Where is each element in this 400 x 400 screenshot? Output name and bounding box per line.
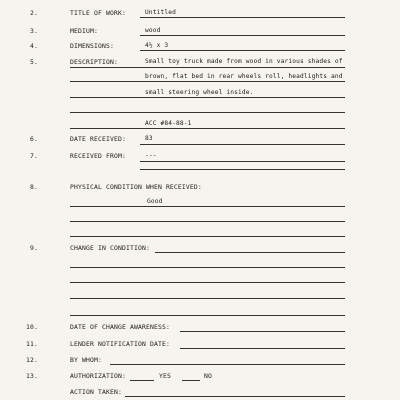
field-number: 11.	[26, 340, 38, 348]
title-label: TITLE OF WORK:	[70, 9, 126, 17]
no-blank	[182, 380, 200, 381]
description-line-3: small steering wheel inside.	[145, 89, 254, 96]
physical-condition-label: PHYSICAL CONDITION WHEN RECEIVED:	[70, 183, 202, 191]
title-value: Untitled	[145, 9, 177, 16]
field-number: 12.	[26, 356, 38, 364]
by-whom-line	[110, 364, 345, 365]
action-taken-label: ACTION TAKEN:	[70, 388, 122, 396]
condition-rule	[70, 206, 345, 207]
field-number: 10.	[26, 323, 38, 331]
yes-label: YES	[159, 372, 171, 380]
lender-notification-label: LENDER NOTIFICATION DATE:	[70, 340, 170, 348]
description-rule	[70, 112, 345, 113]
received-from-label: RECEIVED FROM:	[70, 152, 126, 160]
physical-condition-value: Good	[147, 198, 163, 205]
field-number: 8.	[30, 183, 38, 191]
no-label: NO	[204, 372, 212, 380]
date-received-line	[140, 144, 345, 145]
condition-rule	[70, 221, 345, 222]
title-line	[140, 17, 345, 18]
condition-rule	[70, 236, 345, 237]
medium-line	[140, 35, 345, 36]
dimensions-line	[140, 50, 345, 51]
field-number: 3.	[30, 27, 38, 35]
received-from-line	[140, 169, 345, 170]
field-number: 2.	[30, 9, 38, 17]
change-rule	[70, 282, 345, 283]
authorization-label: AUTHORIZATION:	[70, 372, 126, 380]
date-received-value: 83	[145, 135, 153, 142]
date-of-change-line	[180, 331, 345, 332]
field-number: 9.	[30, 244, 38, 252]
field-number: 5.	[30, 58, 38, 66]
description-label: DESCRIPTION:	[70, 58, 118, 66]
date-received-label: DATE RECEIVED:	[70, 135, 126, 143]
description-rule	[70, 97, 345, 98]
change-in-condition-label: CHANGE IN CONDITION:	[70, 244, 150, 252]
change-rule	[70, 267, 345, 268]
action-taken-line	[125, 396, 345, 397]
field-number: 4.	[30, 42, 38, 50]
by-whom-label: BY WHOM:	[70, 356, 102, 364]
accession-number: ACC #84-88-1	[145, 120, 192, 127]
description-line-2: brown, flat bed in rear wheels roll, headlights and	[145, 73, 343, 80]
description-rule	[70, 128, 345, 129]
change-rule	[155, 252, 345, 253]
received-from-line	[140, 161, 345, 162]
medium-label: MEDIUM:	[70, 27, 98, 35]
field-number: 6.	[30, 135, 38, 143]
field-number: 7.	[30, 152, 38, 160]
medium-value: wood	[145, 27, 161, 34]
change-rule	[70, 315, 345, 316]
change-rule	[70, 298, 345, 299]
dimensions-value: 4½ x 3	[145, 42, 169, 49]
description-line-1: Small toy truck made from wood in various shades of	[145, 58, 343, 65]
dimensions-label: DIMENSIONS:	[70, 42, 114, 50]
lender-notification-line	[180, 348, 345, 349]
received-from-value: ---	[145, 152, 157, 159]
date-of-change-label: DATE OF CHANGE AWARENESS:	[70, 323, 170, 331]
yes-blank	[130, 380, 154, 381]
description-rule	[70, 67, 345, 68]
description-rule	[70, 81, 345, 82]
field-number: 13.	[26, 372, 38, 380]
